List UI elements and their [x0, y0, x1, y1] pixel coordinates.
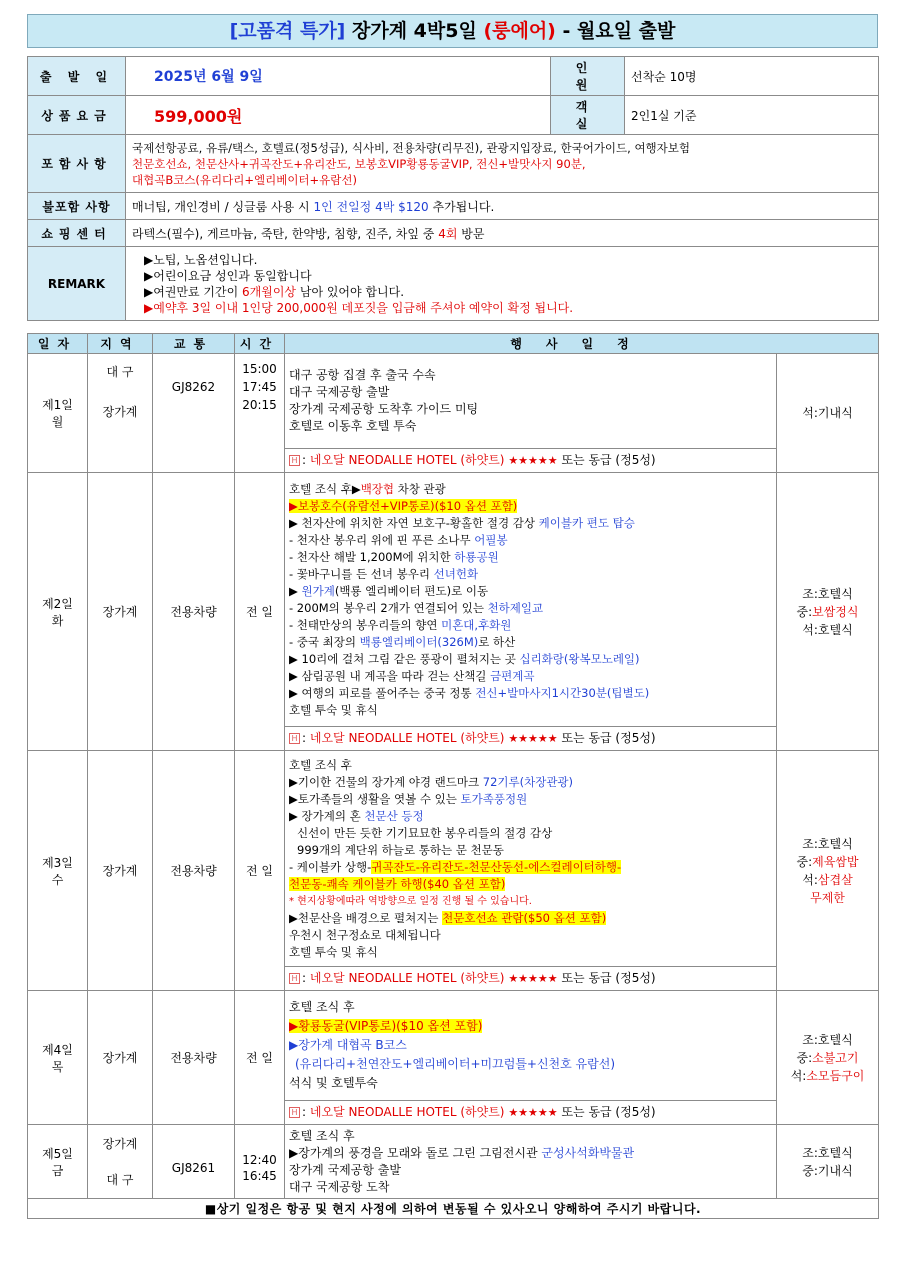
day5-label: 제5일 금 [28, 1125, 88, 1199]
day4-row [28, 991, 879, 1101]
day2-transport: 전용차량 [153, 473, 235, 751]
hotel-icon: H [289, 455, 300, 466]
people-value: 선착순 10명 [625, 57, 879, 96]
day4-meal: 조:호텔식 중:소불고기 석:소모듬구이 [777, 991, 879, 1125]
footer-note: ■상기 일정은 항공 및 현지 사정에 의하여 변동될 수 있사오니 양해하여 주시기 바랍니다. [28, 1199, 879, 1219]
day1-meal: 석:기내식 [777, 354, 879, 473]
day1-times: 15:00 17:45 20:15 [235, 354, 285, 473]
title-prefix: [고품격 특가] [229, 20, 346, 42]
day3-time: 전 일 [235, 751, 285, 991]
departure-value: 2025년 6월 9일 [126, 57, 551, 96]
day2-time: 전 일 [235, 473, 285, 751]
day1-region: 대 구 장가계 [88, 354, 153, 473]
day5-activities: 호텔 조식 후 ▶장가계의 풍경을 모래와 돌로 그린 그림전시관 군성사석화박물관 장가계 국제공항 출발 대구 국제공항 도착 [285, 1125, 777, 1199]
day2-meal: 조:호텔식 중:보쌈정식 석:호텔식 [777, 473, 879, 751]
day2-row [28, 473, 879, 727]
day1-row [28, 354, 879, 449]
star-rating: ★★★★★ [508, 972, 558, 985]
info-row-price [28, 96, 879, 135]
include-label: 포함사항 [28, 135, 126, 193]
day3-meal: 조:호텔식 중:제육쌈밥 석:삼겹살 무제한 [777, 751, 879, 991]
exclude-label: 불포함 사항 [28, 193, 126, 220]
header-day: 일자 [28, 334, 88, 354]
header-schedule: 행사일정 [285, 334, 879, 354]
remark-value: ▶노팁, 노옵션입니다. ▶어린이요금 성인과 동일합니다 ▶여권만료 기간이 6개월이상 남아 있어야 합니다. ▶예약후 3일 이내 1인당 200,000원 데포짓을 입금해 주셔야 예약이 확정 됩니다. [126, 247, 879, 321]
hotel-icon: H [289, 733, 300, 744]
day5-region: 장가계 대 구 [88, 1125, 153, 1199]
day5-meal: 조:호텔식 중:기내식 [777, 1125, 879, 1199]
day3-label: 제3일 수 [28, 751, 88, 991]
title-suffix: - 월요일 출발 [555, 20, 676, 42]
page-title [27, 14, 878, 48]
day1-label: 제1일 월 [28, 354, 88, 473]
day2-region: 장가계 [88, 473, 153, 751]
hotel-icon: H [289, 973, 300, 984]
info-table [27, 56, 879, 321]
day4-label: 제4일 목 [28, 991, 88, 1125]
day3-region: 장가계 [88, 751, 153, 991]
day4-time: 전 일 [235, 991, 285, 1125]
footer-row [28, 1199, 879, 1219]
day5-transport: GJ8261 [153, 1125, 235, 1199]
price-label: 상품요금 [28, 96, 126, 135]
include-value: 국제선항공료, 유류/택스, 호텔료(정5성급), 식사비, 전용차량(리무진), 관광지입장료, 한국어가이드, 여행자보험 천문호선쇼, 천문산사+귀곡잔도+유리잔도, 보봉호VIP황룡동굴VIP, 전신+발맛사지 90분, 대협곡B코스(유리다리+엘리베이터+유람선) [126, 135, 879, 193]
day2-hotel: H : 네오달 NEODALLE HOTEL (하얏트) ★★★★★ 또는 동급 (정5성) [285, 727, 777, 751]
schedule-header [28, 334, 879, 354]
schedule-table [27, 333, 879, 1219]
shopping-label: 쇼핑센터 [28, 220, 126, 247]
room-value: 2인1실 기준 [625, 96, 879, 135]
exclude-value: 매너팁, 개인경비 / 싱글룸 사용 시 1인 전일정 4박 $120 추가됩니다. [126, 193, 879, 220]
remark-label: REMARK [28, 247, 126, 321]
day4-transport: 전용차량 [153, 991, 235, 1125]
day2-activities: 호텔 조식 후▶백장협 차창 관광 ▶보봉호수(유람선+VIP통로)($10 옵션 포함) ▶ 천자산에 위치한 자연 보호구-황홀한 절경 감상 케이블카 편도 탑승 - 천자산 봉우리 위에 핀 푸른 소나무 어필봉 - 천자산 해발 1,200M에 위치한 하룡공원 - 꽃바구니를 든 선녀 봉우리 선녀헌화 ▶ 원가계(백룡 엘리베이터 편도)로 이동 - 200M의 봉우리 2개가 연결되어 있는 천하제일교 - 천태만상의 봉우리들의 향연 미혼대,후화원 - 중국 최장의 백룡엘리베이터(326M)로 하산 ▶ 10리에 걸쳐 그림 같은 풍광이 펼쳐지는 곳 십리화랑(왕복모노레일) ▶ 삼림공원 내 계곡을 따라 걷는 산책길 금편계곡 ▶ 여행의 피로를 풀어주는 중국 정통 전신+발마사지1시간30분(팁별도) 호텔 투숙 및 휴식 [285, 473, 777, 727]
day1-transport: GJ8262 [153, 354, 235, 473]
day4-hotel: H : 네오달 NEODALLE HOTEL (하얏트) ★★★★★ 또는 동급 (정5성) [285, 1101, 777, 1125]
info-row-include [28, 135, 879, 193]
info-row-departure [28, 57, 879, 96]
header-region: 지역 [88, 334, 153, 354]
star-rating: ★★★★★ [508, 1106, 558, 1119]
title-main: 장가계 4박5일 [345, 20, 484, 42]
info-row-exclude [28, 193, 879, 220]
departure-label: 출 발 일 [28, 57, 126, 96]
info-row-remark [28, 247, 879, 321]
hotel-icon: H [289, 1107, 300, 1118]
day4-region: 장가계 [88, 991, 153, 1125]
star-rating: ★★★★★ [508, 454, 558, 467]
people-label: 인 원 [551, 57, 625, 96]
day3-row [28, 751, 879, 967]
info-row-shopping [28, 220, 879, 247]
day1-hotel: H : 네오달 NEODALLE HOTEL (하얏트) ★★★★★ 또는 동급 (정5성) [285, 449, 777, 473]
day5-row [28, 1125, 879, 1199]
day2-label: 제2일 화 [28, 473, 88, 751]
room-label: 객 실 [551, 96, 625, 135]
star-rating: ★★★★★ [508, 732, 558, 745]
day3-transport: 전용차량 [153, 751, 235, 991]
price-value: 599,000원 [126, 96, 551, 135]
header-transport: 교통 [153, 334, 235, 354]
day1-activities: 대구 공항 집결 후 출국 수속 대구 국제공항 출발 장가계 국제공항 도착후 가이드 미팅 호텔로 이동후 호텔 투숙 [285, 354, 777, 449]
day4-activities: 호텔 조식 후 ▶황룡동굴(VIP통로)($10 옵션 포함) ▶장가계 대협곡 B코스 (유리다리+천연잔도+엘리베이터+미끄럼틀+신천호 유람선) 석식 및 호텔투숙 [285, 991, 777, 1101]
shopping-value: 라텍스(필수), 게르마늄, 죽탄, 한약방, 침향, 진주, 차잎 중 4회 방문 [126, 220, 879, 247]
day5-times: 12:40 16:45 [235, 1125, 285, 1199]
day3-activities: 호텔 조식 후 ▶기이한 건물의 장가계 야경 랜드마크 72기루(차장관광) ▶토가족들의 생활을 엿볼 수 있는 토가족풍정원 ▶ 장가계의 혼 천문산 등정 신선이 만든 듯한 기기묘묘한 봉우리들의 절경 감상 999개의 계단위 하늘로 통하는 문 천문동 - 케이블카 상행-귀곡잔도-유리잔도-천문산동선-에스컬레이터하행- 천문동-쾌속 케이블카 하행($40 옵션 포함) * 현지상황에따라 역방향으로 일정 진행 될 수 있습니다. ▶천문산을 배경으로 펼쳐지는 천문호선쇼 관람($50 옵션 포함) 우천시 천구정쇼로 대체됩니다 호텔 투숙 및 휴식 [285, 751, 777, 967]
header-time: 시간 [235, 334, 285, 354]
day3-hotel: H : 네오달 NEODALLE HOTEL (하얏트) ★★★★★ 또는 동급 (정5성) [285, 967, 777, 991]
title-airline: (룽에어) [483, 20, 556, 42]
